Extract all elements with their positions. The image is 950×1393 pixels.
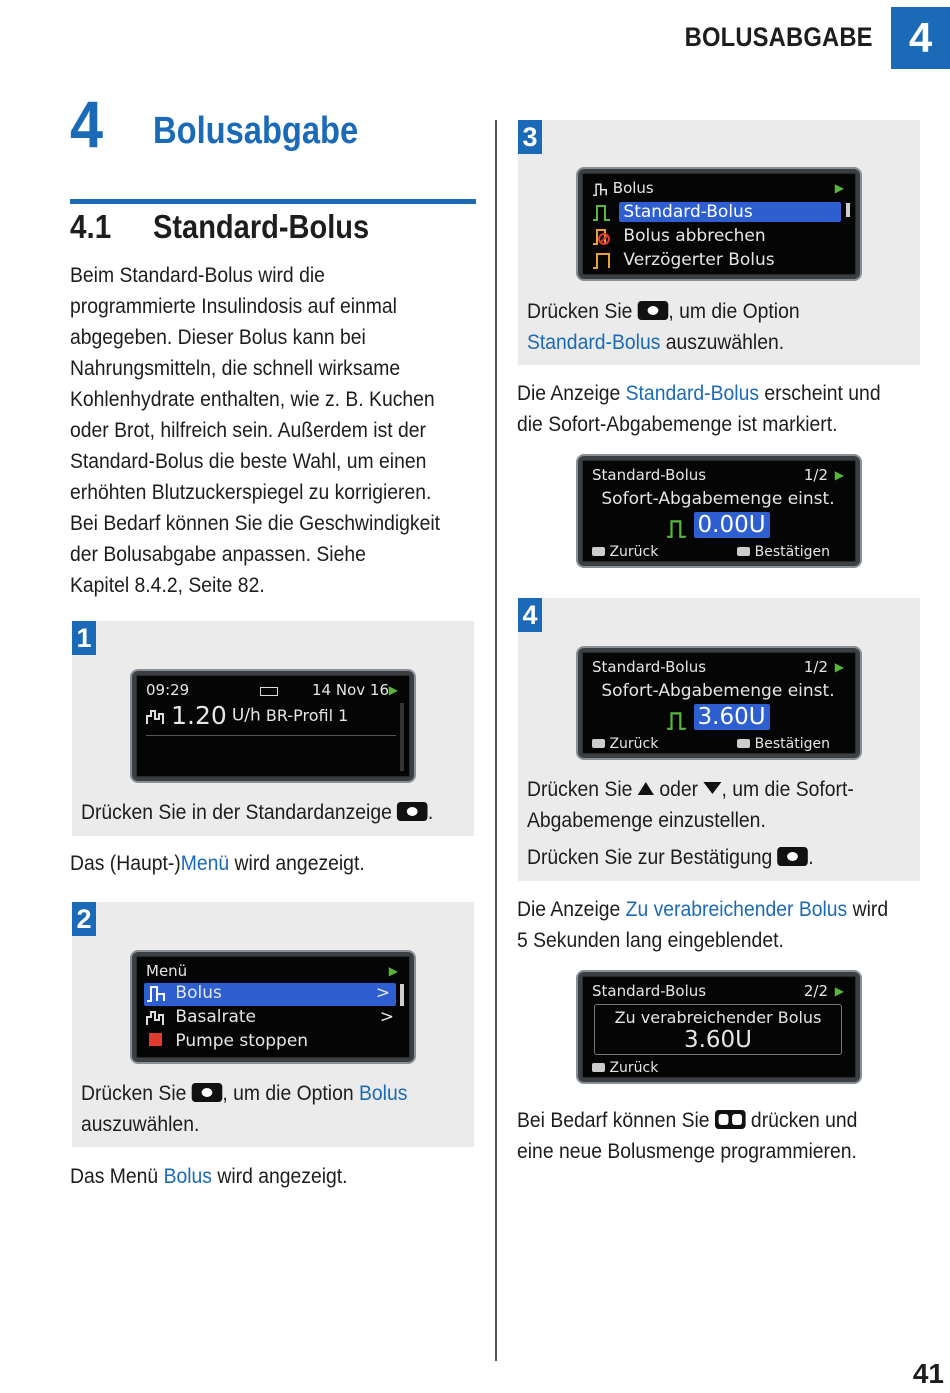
- next-arrow-icon: ▶: [834, 181, 844, 195]
- lcd-date: 14 Nov 16: [312, 681, 389, 699]
- menu-link[interactable]: Menü: [180, 851, 230, 875]
- menu-item-pumpe-stoppen[interactable]: Pumpe stoppen: [175, 1031, 309, 1051]
- chapter-number: 4: [70, 87, 104, 161]
- chevron-right-icon: >: [379, 1007, 394, 1027]
- lcd-standard-bolus-empty: [578, 456, 860, 566]
- after-step-3: [517, 378, 921, 440]
- lcd-label: Sofort-Abgabemenge einst.: [601, 681, 835, 701]
- lcd-page-indicator: 2/2: [803, 982, 828, 1000]
- page-number: 41: [912, 1358, 944, 1389]
- bolus-icon: [592, 182, 608, 196]
- lcd-profile: BR-Profil 1: [265, 706, 349, 725]
- softkey-zurueck[interactable]: Zurück: [609, 736, 659, 752]
- next-arrow-icon: ▶: [834, 984, 844, 998]
- section-number: 4.1: [70, 208, 112, 245]
- standard-bolus-icon: [592, 203, 612, 221]
- after-1-pre: Das (Haupt-): [70, 851, 181, 875]
- bolus-amount-field[interactable]: 0.00U: [694, 512, 770, 538]
- chapter-rule: [70, 199, 476, 204]
- step-3-text-post: , um die Option: [668, 299, 800, 323]
- lcd-menu: [132, 952, 414, 1062]
- menu-item-standard-bolus[interactable]: Standard-Bolus: [619, 202, 841, 222]
- bolus-to-deliver-link[interactable]: Zu verabreichender Bolus: [625, 897, 848, 921]
- bolus-icon: [146, 984, 166, 1002]
- step-4-text-line2: Abgabemenge einzustellen.: [527, 808, 766, 832]
- next-arrow-icon: ▶: [388, 683, 398, 697]
- intro-line: Kapitel 8.4.2, Seite 82.: [70, 573, 265, 597]
- step-4-text-line3: Drücken Sie zur Bestätigung: [527, 845, 773, 869]
- select-button-icon: [192, 1083, 223, 1102]
- step-4-text-post: , um die Sofort-: [721, 777, 854, 801]
- lcd-rate: 1.20: [171, 701, 227, 730]
- step-4-text-end: .: [808, 845, 814, 869]
- softkey-bestaetigen[interactable]: Bestätigen: [754, 736, 830, 752]
- next-arrow-icon: ▶: [834, 660, 844, 674]
- lcd-screen-title: Standard-Bolus: [592, 982, 707, 1000]
- next-arrow-icon: ▶: [834, 468, 844, 482]
- step-3-text: Drücken Sie: [527, 299, 633, 323]
- cancel-bolus-icon: [592, 227, 612, 245]
- left-softkey-icon: [592, 739, 605, 748]
- step-1-text: Drücken Sie in der Standardanzeige: [81, 800, 392, 824]
- step-badge: 1: [72, 621, 96, 655]
- basal-rate-icon: [146, 707, 166, 725]
- step-2-text-mid: , um die Option: [222, 1081, 359, 1105]
- lcd-screen-title: Standard-Bolus: [592, 466, 707, 484]
- column-divider: [495, 120, 497, 1361]
- after-3-line2: die Sofort-Abgabemenge ist markiert.: [517, 412, 838, 436]
- step-badge: 2: [72, 902, 96, 936]
- lcd-screen-title: Standard-Bolus: [592, 658, 707, 676]
- softkey-bestaetigen[interactable]: Bestätigen: [754, 544, 830, 560]
- select-button-icon: [778, 847, 809, 866]
- intro-line: programmierte Insulindosis auf einmal: [70, 294, 397, 318]
- lcd-standard-display: [132, 671, 414, 781]
- lcd-page-indicator: 1/2: [803, 658, 828, 676]
- lcd-standard-bolus-set: [578, 648, 860, 758]
- intro-line: Kohlenhydrate enthalten, wie z. B. Kuchen: [70, 387, 435, 411]
- menu-item-basalrate[interactable]: Basalrate: [175, 1007, 257, 1027]
- standard-bolus-icon: [666, 517, 688, 539]
- after-2-pre: Das Menü: [70, 1164, 164, 1188]
- closing-line2: eine neue Bolusmenge programmieren.: [517, 1139, 857, 1163]
- lcd-time: 09:29: [146, 681, 190, 699]
- step-4-text-mid: oder: [659, 777, 699, 801]
- after-2-post: wird angezeigt.: [211, 1164, 348, 1188]
- intro-paragraph: [70, 260, 481, 601]
- after-step-4: [517, 894, 929, 956]
- bolus-menu-link[interactable]: Bolus: [163, 1164, 212, 1188]
- step-4-text: Drücken Sie: [527, 777, 633, 801]
- lcd-scrollbar: [400, 703, 404, 771]
- closing-paragraph: [517, 1105, 895, 1167]
- step-badge: 3: [518, 120, 542, 154]
- lcd-menu-title: Menü: [146, 962, 188, 980]
- menu-item-verzoegerter-bolus[interactable]: Verzögerter Bolus: [623, 250, 775, 270]
- lcd-label: Sofort-Abgabemenge einst.: [601, 489, 835, 509]
- running-title: BOLUSABGABE: [684, 22, 873, 52]
- extended-bolus-icon: [592, 251, 612, 269]
- step-2-text-line2: auszuwählen.: [81, 1112, 200, 1136]
- bolus-amount: 3.60U: [683, 1027, 753, 1053]
- intro-line: oder Brot, hilfreich sein. Außerdem ist der: [70, 418, 426, 442]
- lcd-scrollbar: [400, 984, 404, 1006]
- select-button-icon: [397, 802, 428, 821]
- softkey-zurueck[interactable]: Zurück: [609, 544, 659, 560]
- lcd-bolus-title: Bolus: [612, 179, 654, 197]
- standard-bolus-icon: [666, 709, 688, 731]
- menu-item-bolus-abbrechen[interactable]: Bolus abbrechen: [623, 226, 766, 246]
- select-button-icon: [638, 301, 669, 320]
- after-step-2: [70, 1161, 378, 1192]
- bolus-amount-field[interactable]: 3.60U: [694, 704, 770, 730]
- closing-text: Bei Bedarf können Sie: [517, 1108, 710, 1132]
- right-softkey-icon: [737, 739, 750, 748]
- after-3-post: erscheint und: [759, 381, 881, 405]
- step-2-instruction: [81, 1078, 444, 1140]
- closing-text-post: drücken und: [750, 1108, 858, 1132]
- double-button-icon: [715, 1110, 746, 1129]
- standard-bolus-screen-link[interactable]: Standard-Bolus: [625, 381, 760, 405]
- bolus-link[interactable]: Bolus: [358, 1081, 408, 1105]
- menu-item-bolus[interactable]: Bolus: [175, 983, 222, 1003]
- step-badge: 4: [518, 598, 542, 632]
- stop-icon: [149, 1033, 162, 1046]
- intro-line: Beim Standard-Bolus wird die: [70, 263, 325, 287]
- after-step-1: [70, 848, 397, 879]
- battery-icon: [260, 687, 278, 696]
- lcd-divider: [146, 735, 396, 736]
- right-softkey-icon: [737, 547, 750, 556]
- section-title: Standard-Bolus: [153, 208, 370, 245]
- standard-bolus-link[interactable]: Standard-Bolus: [527, 330, 661, 354]
- after-1-post: wird angezeigt.: [229, 851, 365, 875]
- after-4-pre: Die Anzeige: [517, 897, 626, 921]
- softkey-zurueck[interactable]: Zurück: [609, 1060, 659, 1076]
- after-3-pre: Die Anzeige: [517, 381, 626, 405]
- lcd-page-indicator: 1/2: [803, 466, 828, 484]
- after-4-line2: 5 Sekunden lang eingeblendet.: [517, 928, 784, 952]
- intro-line: Standard-Bolus die beste Wahl, um einen: [70, 449, 427, 473]
- intro-line: der Bolusabgabe anpassen. Siehe: [70, 542, 366, 566]
- intro-line: Nahrungsmitteln, die schnell wirksame: [70, 356, 401, 380]
- step-4-instruction: [527, 774, 890, 873]
- step-1-instruction: [81, 797, 472, 828]
- lcd-scrollbar: [846, 203, 850, 217]
- down-arrow-icon: [703, 782, 721, 794]
- after-4-post: wird: [847, 897, 889, 921]
- step-3-instruction: [527, 296, 830, 358]
- next-arrow-icon: ▶: [388, 964, 398, 978]
- step-2-text: Drücken Sie: [81, 1081, 187, 1105]
- chevron-right-icon: >: [375, 983, 390, 1003]
- up-arrow-icon: [638, 782, 654, 795]
- step-3-text-line2: auszuwählen.: [660, 330, 785, 354]
- bolus-info-frame: [594, 1004, 842, 1055]
- intro-line: abgegeben. Dieser Bolus kann bei: [70, 325, 366, 349]
- left-softkey-icon: [592, 547, 605, 556]
- intro-line: Bei Bedarf können Sie die Geschwindigkeit: [70, 511, 441, 535]
- lcd-rate-unit: U/h: [231, 705, 261, 726]
- step-1-text-end: .: [427, 800, 434, 824]
- lcd-bolus-menu: [578, 169, 860, 279]
- chapter-tab: 4: [891, 7, 950, 69]
- lcd-bolus-to-deliver: [578, 972, 860, 1082]
- lcd-label: Zu verabreichender Bolus: [614, 1008, 822, 1027]
- chapter-title: Bolusabgabe: [153, 110, 359, 152]
- basal-rate-icon: [146, 1008, 166, 1026]
- intro-line: erhöhten Blutzuckerspiegel zu korrigieren.: [70, 480, 432, 504]
- left-softkey-icon: [592, 1063, 605, 1072]
